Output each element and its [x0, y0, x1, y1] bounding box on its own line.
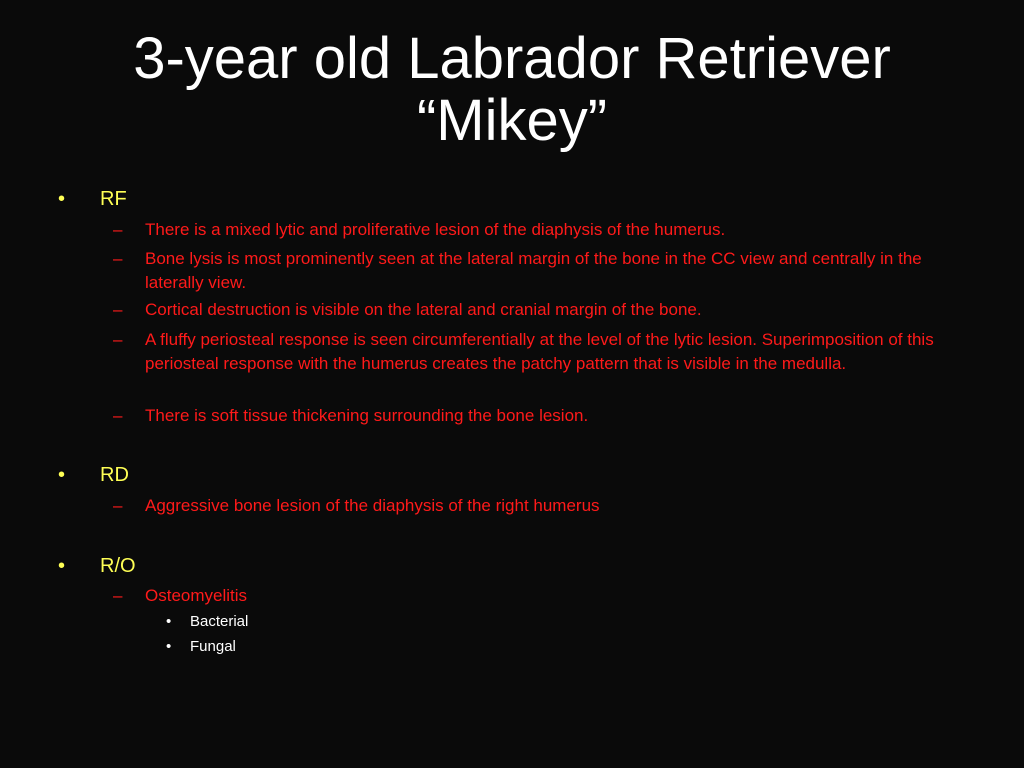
- bullet-icon: •: [58, 464, 66, 486]
- dash-icon: –: [113, 586, 123, 605]
- list-item: [113, 584, 965, 608]
- section-heading-ro: [58, 554, 136, 578]
- list-item-text: A fluffy periosteal response is seen circumferentially at the level of the lytic lesion. Superimposition of this periosteal response with the humerus creates the patchy pattern that is visible in the medulla.: [145, 330, 934, 373]
- section-heading-rf: [58, 187, 127, 211]
- dash-icon: –: [113, 220, 123, 239]
- sub-list-item: [166, 636, 236, 658]
- list-item-text: Osteomyelitis: [145, 586, 248, 605]
- list-item-text: Bone lysis is most prominently seen at the lateral margin of the bone in the CC view and centrally in the laterally view.: [145, 249, 922, 292]
- list-item: [113, 404, 965, 428]
- list-item: [113, 494, 965, 518]
- list-item: [113, 218, 965, 242]
- bullet-icon: •: [166, 638, 172, 655]
- sub-list-item-text: Bacterial: [190, 613, 249, 630]
- section-heading-label: RF: [100, 188, 127, 210]
- dash-icon: –: [113, 300, 123, 319]
- bullet-icon: •: [58, 188, 66, 210]
- dash-icon: –: [113, 406, 123, 425]
- list-item-text: Cortical destruction is visible on the lateral and cranial margin of the bone.: [145, 300, 702, 319]
- dash-icon: –: [113, 330, 123, 349]
- sub-list-item: [166, 611, 249, 633]
- list-item-text: Aggressive bone lesion of the diaphysis of the right humerus: [145, 496, 600, 515]
- sub-list-item-text: Fungal: [190, 638, 236, 655]
- dash-icon: –: [113, 496, 123, 515]
- slide-title: [0, 28, 1024, 152]
- section-heading-label: RD: [100, 464, 129, 486]
- dash-icon: –: [113, 249, 123, 268]
- title-line-2: “Mikey”: [416, 88, 608, 153]
- title-line-1: 3-year old Labrador Retriever: [133, 26, 891, 91]
- list-item: [113, 328, 965, 376]
- section-heading-rd: [58, 463, 129, 487]
- list-item-text: There is a mixed lytic and proliferative lesion of the diaphysis of the humerus.: [145, 220, 726, 239]
- list-item-text: There is soft tissue thickening surrounding the bone lesion.: [145, 406, 589, 425]
- list-item: [113, 247, 965, 295]
- section-heading-label: R/O: [100, 555, 136, 577]
- bullet-icon: •: [166, 613, 172, 630]
- list-item: [113, 298, 965, 322]
- bullet-icon: •: [58, 555, 66, 577]
